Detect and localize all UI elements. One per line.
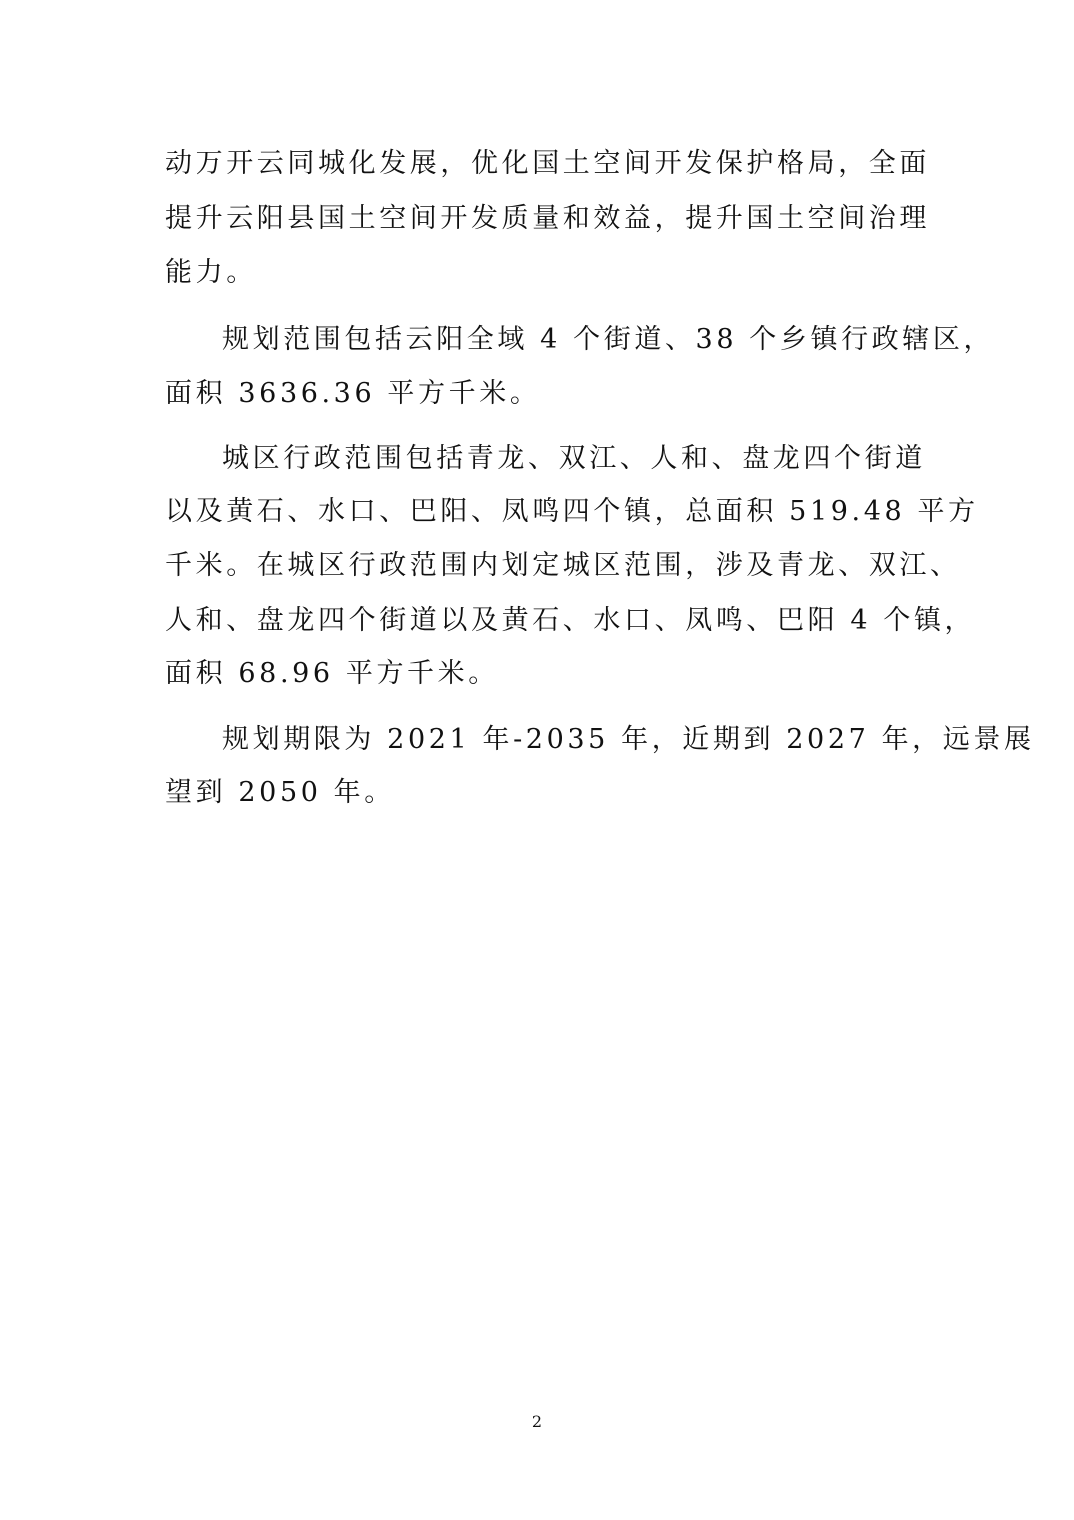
page-number: 2 [531,1412,543,1431]
paragraph-3-line-2: 以及黄石、水口、巴阳、凤鸣四个镇，总面积 519.48 平方 [165,496,979,527]
paragraph-2-line-2: 面积 3636.36 平方千米。 [165,378,541,409]
paragraph-1-line-3: 能力。 [165,257,257,288]
paragraph-1-line-2: 提升云阳县国土空间开发质量和效益，提升国土空间治理 [165,203,930,234]
paragraph-3-line-4: 人和、盘龙四个街道以及黄石、水口、凤鸣、巴阳 4 个镇， [165,605,976,636]
paragraph-4-line-2: 望到 2050 年。 [165,777,395,808]
paragraph-3-line-3: 千米。在城区行政范围内划定城区范围，涉及青龙、双江、 [165,550,961,581]
paragraph-4-line-1: 规划期限为 2021 年-2035 年，近期到 2027 年，远景展 [222,724,1035,755]
paragraph-1-line-1: 动万开云同城化发展，优化国土空间开发保护格局，全面 [165,148,930,179]
paragraph-3-line-1: 城区行政范围包括青龙、双江、人和、盘龙四个街道 [222,443,926,474]
paragraph-3-line-5: 面积 68.96 平方千米。 [165,658,499,689]
paragraph-2-line-1: 规划范围包括云阳全域 4 个街道、38 个乡镇行政辖区， [222,324,995,355]
